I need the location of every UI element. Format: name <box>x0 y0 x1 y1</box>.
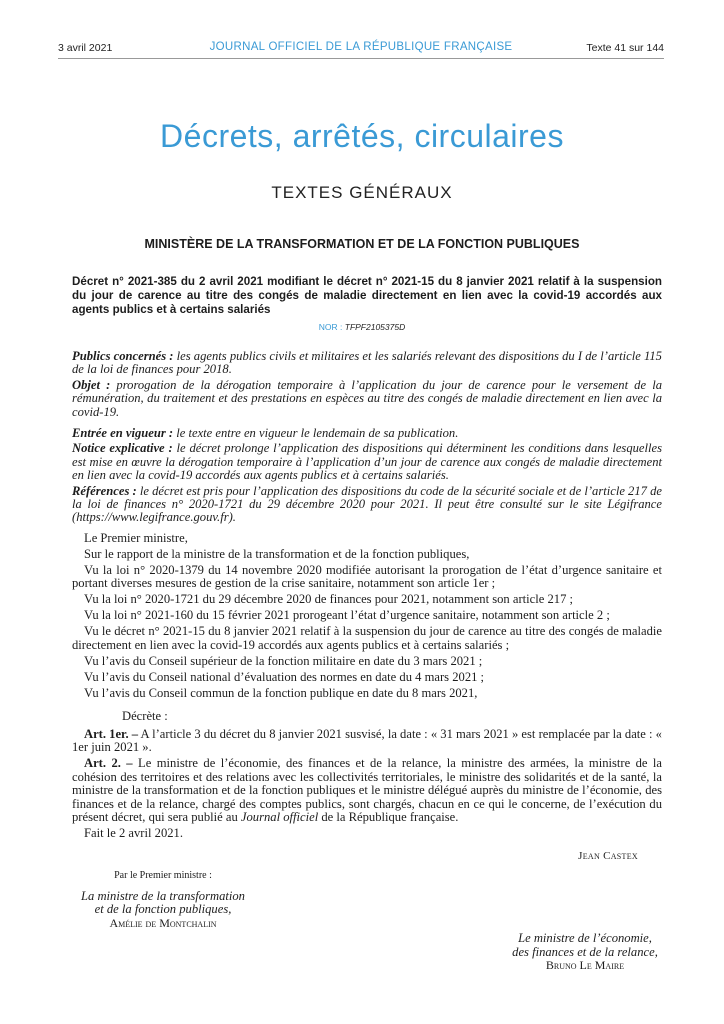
nor-label: NOR : <box>318 322 345 332</box>
par-premier-ministre: Par le Premier ministre : <box>114 870 212 881</box>
entree-text: le texte entre en vigueur le lendemain de sa publication. <box>173 426 459 441</box>
publics-text: les agents publics civils et militaires et les salariés relevant des dispositions du I de l’article 115 de la loi de finances pour 2018. <box>72 349 662 377</box>
entree-label: Entrée en vigueur : <box>72 426 174 441</box>
nor-reference <box>0 322 724 332</box>
visa-3: Vu la loi n° 2021-160 du 15 février 2021 prorogeant l’état d’urgence sanitaire, notamment son article 2 ; <box>84 608 610 623</box>
objet-text: prorogation de la dérogation temporaire à l’application du jour de carence pour le versement de la rémunération, du traitement et des prestations en espèces au titre des congés de maladie directement en lien avec la covid-19. <box>72 377 662 419</box>
article-1-label: Art. 1er. – <box>84 726 139 741</box>
nor-code: TFPF2105375D <box>344 322 406 332</box>
visa-7: Vu l’avis du Conseil commun de la fonction publique en date du 8 mars 2021, <box>84 685 478 700</box>
explanatory-notice <box>72 350 662 527</box>
notice-objet <box>72 379 662 419</box>
article-2-label: Art. 2. – <box>84 756 133 771</box>
right-role-line-1: Le ministre de l’économie, <box>518 931 652 945</box>
notice-entree <box>72 427 662 440</box>
references-text: le décret est pris pour l’application des dispositions du code de la sécurité sociale et de l’article 217 de la loi de finances n° 2020-1721 du 29 décembre 2020 pour 2021. Il peut être consulté sur le site Légifrance (https://www.legifrance.gouv.fr). <box>72 483 662 525</box>
visa-4: Vu le décret n° 2021-15 du 8 janvier 2021 relatif à la suspension du jour de carence au titre des congés de maladie directement en lien avec la covid-19 accordés aux agents publics et à certains salariés ; <box>72 624 662 652</box>
objet-label: Objet : <box>72 377 111 392</box>
header-journal-title: JOURNAL OFFICIEL DE LA RÉPUBLIQUE FRANÇAISE <box>209 41 513 53</box>
header-rule <box>58 58 664 59</box>
left-signatory-name: Amélie de Montchalin <box>109 915 217 930</box>
visa-5: Vu l’avis du Conseil supérieur de la fonction militaire en date du 3 mars 2021 ; <box>84 653 483 668</box>
right-signatory-name: Bruno Le Maire <box>545 958 625 973</box>
left-role-line-2: et de la fonction publiques, <box>94 902 232 917</box>
notice-label: Notice explicative : <box>72 441 173 456</box>
header-date: 3 avril 2021 <box>58 42 113 54</box>
notice-explicative <box>72 442 662 482</box>
signature-prime-minister: Jean Castex <box>578 850 638 862</box>
journal-officiel-mention: Journal officiel <box>240 810 319 825</box>
article-2 <box>72 757 662 824</box>
references-label: Références : <box>72 483 137 498</box>
rapport: Sur le rapport de la ministre de la transformation et de la fonction publiques, <box>84 547 470 561</box>
article-1 <box>72 728 662 755</box>
signature-block-left <box>50 869 276 930</box>
article-1-text: A l’article 3 du décret du 8 janvier 2021 susvisé, la date : « 31 mars 2021 » est remplacée par la date : « 1er juin 2021 ». <box>72 726 662 755</box>
fait-le: Fait le 2 avril 2021. <box>84 826 183 841</box>
intro: Le Premier ministre, <box>84 531 188 545</box>
decree-title: Décret n° 2021-385 du 2 avril 2021 modifiant le décret n° 2021-15 du 8 janvier 2021 relatif à la suspension du jour de carence au titre des congés de maladie directement en lien avec la covid-19 accordés aux agents publics et à certains salariés <box>72 275 662 316</box>
section-title: Décrets, arrêtés, circulaires <box>160 118 564 154</box>
article-2-text: Le ministre de l’économie, des finances et de la relance, la ministre des armées, la ministre de la cohésion des territoires et des relations avec les collectivités territoriales, le ministre des solidarités et de la santé, la ministre de la transformation et de la fonction publiques et le ministre délégué auprès du ministre de l’économie, des finances et de la relance, chargé des comptes publics, sont chargés, chacun en ce qui le concerne, de l’exécution du présent décret, qui sera publié au <box>72 756 662 825</box>
decree-body <box>72 532 662 843</box>
signature-block-right <box>480 932 690 973</box>
ministry-heading: MINISTÈRE DE LA TRANSFORMATION ET DE LA FONCTION PUBLIQUES <box>144 237 580 251</box>
publics-label: Publics concernés : <box>72 349 174 363</box>
visa-2: Vu la loi n° 2020-1721 du 29 décembre 2020 de finances pour 2021, notamment son article 217 ; <box>84 592 574 607</box>
decrete: Décrète : <box>122 709 168 724</box>
header-text-count: Texte 41 sur 144 <box>586 42 664 54</box>
notice-references <box>72 485 662 525</box>
visa-1: Vu la loi n° 2020-1379 du 14 novembre 2020 modifiée autorisant la prorogation de l’état d’urgence sanitaire et portant diverses mesures de gestion de la crise sanitaire, notamment son article 1er ; <box>72 563 662 591</box>
notice-text: le décret prolonge l’application des dispositions qui déterminent les conditions dans lesquelles est mise en œuvre la dérogation temporaire à l’application d’un jour de carence aux congés de maladie directement en lien avec la covid-19 accordés aux agents publics et à certains salariés. <box>72 441 662 483</box>
page-header <box>58 38 664 56</box>
right-role-line-2: des finances et de la relance, <box>512 944 658 959</box>
visa-6: Vu l’avis du Conseil national d’évaluation des normes en date du 4 mars 2021 ; <box>84 669 485 684</box>
notice-publics <box>72 350 662 377</box>
left-role-line-1: La ministre de la transformation <box>81 888 245 903</box>
article-2-text-end: de la République française. <box>318 810 459 825</box>
subsection-title: TEXTES GÉNÉRAUX <box>271 183 453 202</box>
